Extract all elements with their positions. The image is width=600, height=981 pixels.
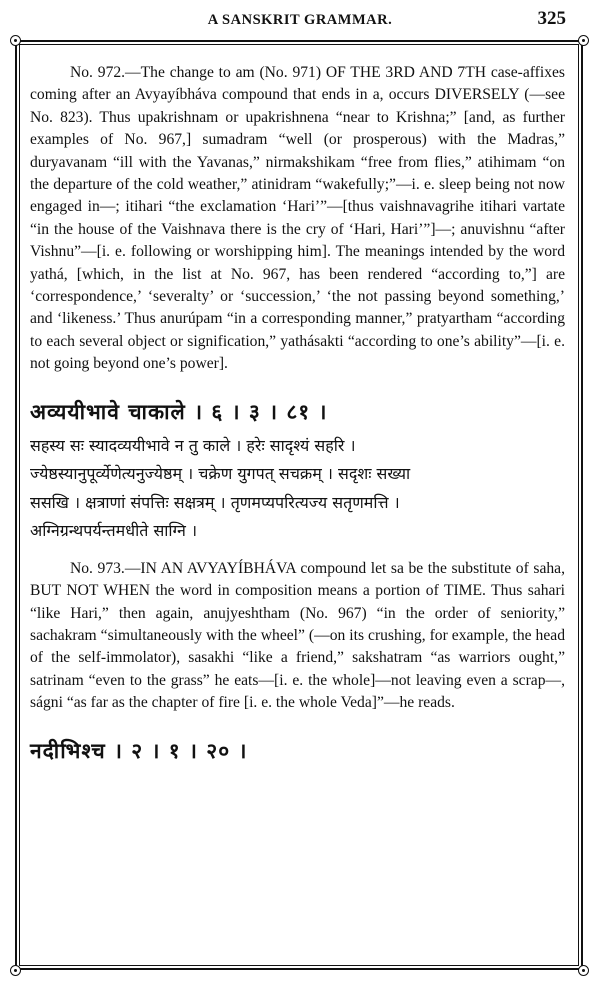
commentary-line: ज्येष्ठस्यानुपूर्व्येणेत्यनुज्येष्ठम् । चक्रेण युगपत् सचक्रम् । सदृशः सख्या [30, 464, 411, 484]
commentary-line: अग्निग्रन्थपर्यन्तमधीते साग्नि । [30, 521, 198, 541]
commentary-line: सहस्य सः स्यादव्ययीभावे न तु काले । हरेः सादृश्यं सहरि । [30, 435, 356, 455]
page-header [0, 4, 600, 36]
sutra-heading: अव्ययीभावे चाकाले । ६ । ३ । ८१ । [30, 399, 328, 424]
paragraph-973: No. 973.—IN AN AVYAYÍBHÁVA compound let sa be the substitute of saha, BUT NOT WHEN the word in composition means a portion of TIME. Thus sahari “like Hari,” then again, anujyeshtham (No. 967) “in the order of seniority,” sachakram “simultaneously with the wheel” (—on its crushing, for example, the head of the self-immolator), sasakhi “like a friend,” sakshatram “as warriors ought,” satrinam “even to the grass” he eats—[i. e. the whole]—not leaving even a scrap—, ságni “as far as the chapter of fire [i. e. the whole Veda]”—he reads. [30, 559, 565, 712]
frame-corner-bottom-right [578, 965, 589, 976]
page-body [30, 62, 565, 765]
frame-corner-top-right [578, 35, 589, 46]
sutra-heading-next: नदीभिश्च । २ । १ । २० । [30, 738, 248, 763]
paragraph-972: No. 972.—The change to am (No. 971) OF THE 3RD AND 7TH case-affixes coming after an Avyayíbháva compound that ends in a, occurs DIVERSELY (—see No. 823). Thus upakrishnam or upakrishnena “near to Krishna;” [and, as further examples of No. 967,] sumadram “well (or prosperous) with the Madras,” duryavanam “ill with the Yavanas,” nirmakshikam “free from flies,” atihimam “on the departure of the cold weather,” atinidram “wakefully;”—i. e. sleep being not now engaged in—; itihari “the exclamation ‘Hari’”—[thus vaishnavagrihe itihari vartate “in the house of the Vaishnava there is the cry of ‘Hari, Hari’”]—; anuvishnu “after Vishnu”—[i. e. following or worshipping him]. The meanings intended by the word yathá, [which, in the list at No. 967, has been rendered “according to,”] are ‘correspondence,’ ‘severalty’ or ‘succession,’ ‘the not passing beyond something,’ and ‘likeness.’ Thus anurúpam “in a corresponding manner,” pratyartham “according to each several object or signification,” yathásakti “according to one’s ability”—[i. e. not going beyond one’s power]. [30, 64, 565, 373]
commentary-line: ससखि । क्षत्राणां संपत्तिः सक्षत्रम् । तृणमप्यपरित्यज्य सतृणमत्ति । [30, 492, 400, 512]
page-number: 325 [537, 8, 566, 29]
sanskrit-commentary [30, 432, 565, 546]
running-title: A SANSKRIT GRAMMAR. [207, 12, 393, 28]
frame-corner-top-left [10, 35, 21, 46]
frame-corner-bottom-left [10, 965, 21, 976]
